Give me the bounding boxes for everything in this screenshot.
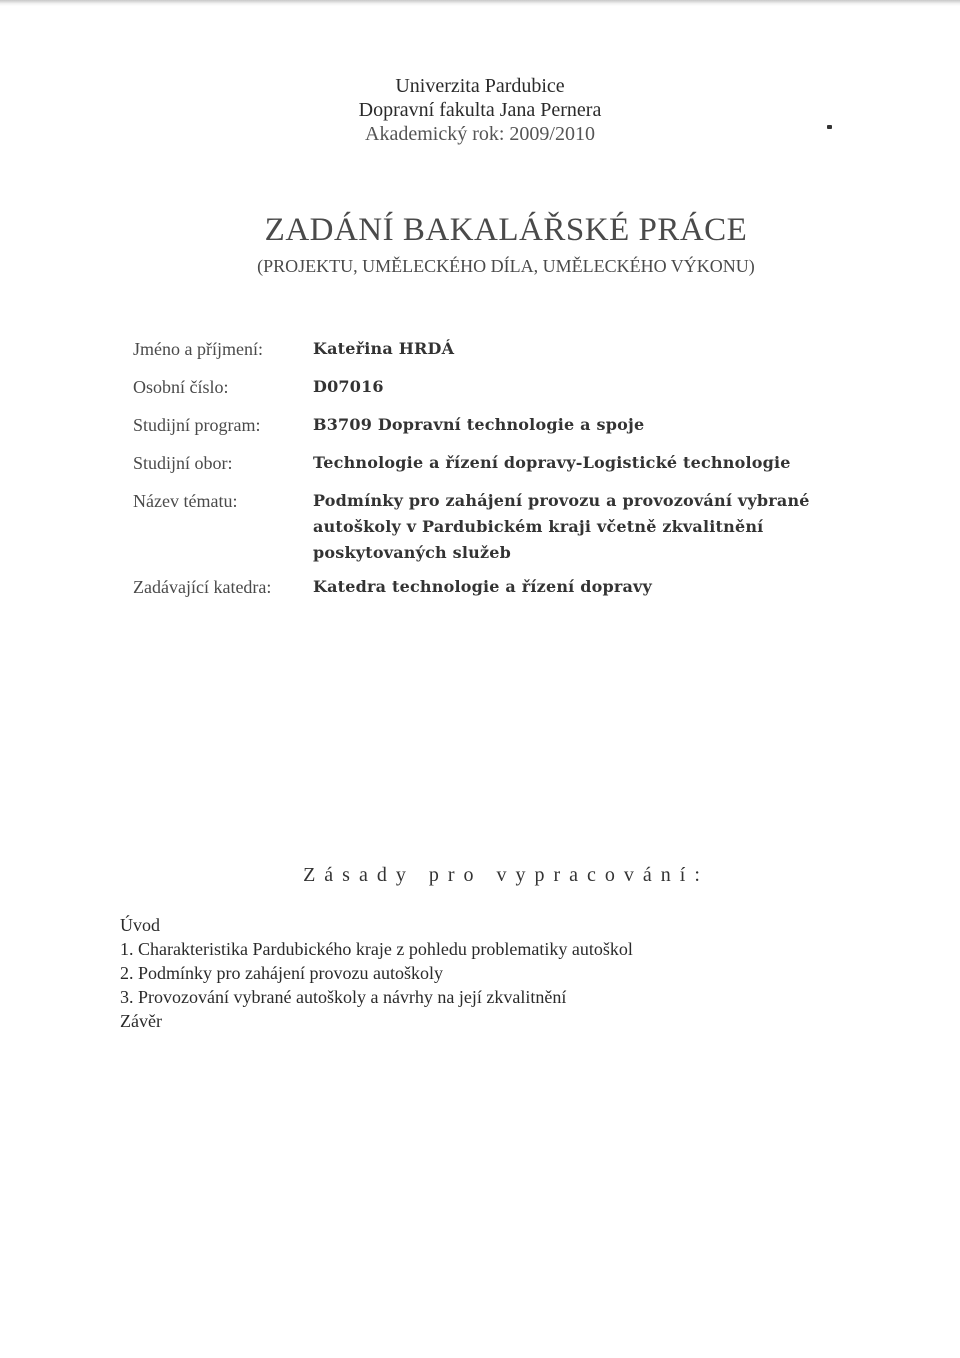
field-name-value: Kateřina HRDÁ [313, 339, 455, 358]
document-title: ZADÁNÍ BAKALÁŘSKÉ PRÁCE [264, 212, 748, 248]
assignment-fields [133, 336, 833, 600]
field-field-of-study [133, 450, 833, 476]
university-name: Univerzita Pardubice [395, 75, 565, 97]
field-study-program-label: Studijní program: [133, 415, 261, 435]
field-field-of-study-label: Studijní obor: [133, 453, 233, 473]
field-personal-number-label: Osobní číslo: [133, 377, 229, 397]
principles-heading: Zásady pro vypracování: [303, 864, 709, 886]
field-department-label: Zadávající katedra: [133, 577, 272, 597]
field-name [133, 336, 833, 362]
outline-item: 3. Provozování vybrané autoškoly a návrhy na její zkvalitnění [120, 987, 567, 1007]
scan-edge [0, 0, 960, 6]
topic-line: autoškoly v Pardubickém kraji včetně zkvalitnění [313, 517, 764, 536]
document-subtitle: (PROJEKTU, UMĚLECKÉHO DÍLA, UMĚLECKÉHO VÝKONU) [257, 256, 755, 276]
field-personal-number [133, 374, 833, 400]
document-header [0, 74, 960, 146]
topic-line: poskytovaných služeb [313, 543, 512, 562]
principles-outline [120, 913, 880, 1033]
outline-item: Úvod [120, 915, 160, 935]
field-field-of-study-value: Technologie a řízení dopravy-Logistické technologie [313, 453, 791, 472]
outline-item: Závěr [120, 1011, 162, 1031]
field-topic [133, 488, 833, 566]
field-department-value: Katedra technologie a řízení dopravy [313, 577, 653, 596]
field-personal-number-value: D07016 [313, 377, 384, 396]
field-topic-value [313, 488, 833, 566]
topic-line: Podmínky pro zahájení provozu a provozování vybrané [313, 491, 810, 510]
academic-year: Akademický rok: 2009/2010 [365, 123, 595, 145]
field-study-program-value: B3709 Dopravní technologie a spoje [313, 415, 645, 434]
field-name-label: Jméno a příjmení: [133, 339, 263, 359]
field-study-program [133, 412, 833, 438]
outline-item: 1. Charakteristika Pardubického kraje z pohledu problematiky autoškol [120, 939, 633, 959]
field-department [133, 574, 833, 600]
faculty-name: Dopravní fakulta Jana Pernera [358, 99, 602, 121]
outline-item: 2. Podmínky pro zahájení provozu autoškoly [120, 963, 443, 983]
field-topic-label: Název tématu: [133, 491, 238, 511]
scan-speck [827, 125, 832, 129]
